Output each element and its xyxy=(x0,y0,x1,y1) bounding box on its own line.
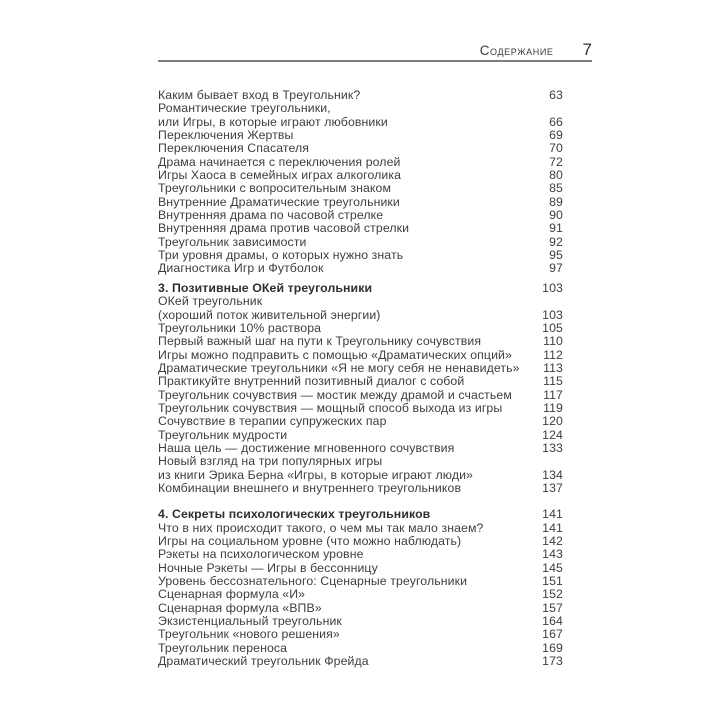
toc-entry xyxy=(158,295,592,308)
toc-entry xyxy=(158,602,592,615)
toc-entry xyxy=(158,442,592,455)
toc-entry-title: Каким бывает вход в Треугольник? xyxy=(158,89,361,102)
toc-entry xyxy=(158,389,592,402)
toc-entry-page: 142 xyxy=(542,534,563,548)
toc-entry xyxy=(158,182,592,195)
toc-entry-page: 92 xyxy=(549,234,563,249)
toc-entry-page: 173 xyxy=(542,654,563,669)
toc-heading-page: 141 xyxy=(542,507,563,522)
toc-entry xyxy=(158,482,592,495)
toc-entry-page: 119 xyxy=(543,400,563,415)
toc-entry-title: Три уровня драмы, о которых нужно знать xyxy=(158,249,404,263)
toc-entry-title: Экзистенциальный треугольник xyxy=(158,615,342,629)
toc-entry xyxy=(158,222,592,235)
toc-page xyxy=(158,42,592,668)
toc-entry-title: Драматический треугольник Фрейда xyxy=(158,655,369,669)
toc-entry-title: Внутренняя драма по часовой стрелке xyxy=(158,209,384,223)
toc-entry-page: 137 xyxy=(542,480,563,495)
folio-page-number: 7 xyxy=(582,40,592,59)
toc-entry-page: 143 xyxy=(542,547,563,562)
toc-entry-page: 103 xyxy=(542,307,563,322)
toc-entry-page: 169 xyxy=(542,640,563,655)
running-title: Содержание xyxy=(479,43,554,58)
toc-entry xyxy=(158,535,592,548)
toc-entry xyxy=(158,156,592,169)
toc-entry-title: Треугольник мудрости xyxy=(158,428,288,442)
toc-entry-page: 90 xyxy=(549,208,563,223)
toc-entry-title: Треугольник зависимости xyxy=(158,235,307,249)
toc-heading-title: 3. Позитивные ОКей треугольники xyxy=(158,281,373,295)
toc-entry xyxy=(158,402,592,415)
toc-entry-title: Треугольники с вопросительным знаком xyxy=(158,182,392,196)
toc-entry-title: Игры можно подправить с помощью «Драматических опций» xyxy=(158,348,512,362)
toc-entry xyxy=(158,116,592,129)
toc-entry xyxy=(158,322,592,335)
toc-entry-title: Ночные Рэкеты — Игры в бессонницу xyxy=(158,561,378,575)
toc-entry-page: 151 xyxy=(542,574,563,589)
toc-entry-page: 95 xyxy=(549,248,563,263)
toc-entry-title: Сценарная формула «ВПВ» xyxy=(158,601,322,615)
toc-entry-page: 110 xyxy=(543,334,563,349)
toc-entry-title: Переключения Спасателя xyxy=(158,142,310,156)
toc-entry-title: Треугольник сочувствия — мощный способ выхода из игры xyxy=(158,401,503,415)
running-head xyxy=(158,42,592,58)
toc-entry-title: Игры Хаоса в семейных играх алкоголика xyxy=(158,169,402,183)
toc-entry xyxy=(158,89,592,102)
toc-entry-page: 145 xyxy=(542,560,563,575)
toc-entry-page: 89 xyxy=(549,194,563,209)
toc-entry-page: 124 xyxy=(542,427,563,442)
toc-entry xyxy=(158,335,592,348)
toc-entry-page: 66 xyxy=(549,114,563,129)
toc-entry xyxy=(158,362,592,375)
toc-entry xyxy=(158,588,592,601)
toc-entry xyxy=(158,628,592,641)
toc-entry-page: 91 xyxy=(549,221,563,236)
toc-entry-title: Драматические треугольники «Я не могу себя не ненавидеть» xyxy=(158,361,520,375)
toc-heading-page: 103 xyxy=(542,280,563,295)
toc-entry xyxy=(158,249,592,262)
toc-entry-title: Переключения Жертвы xyxy=(158,129,294,143)
toc-entry-page: 80 xyxy=(549,168,563,183)
toc-entry-title: Треугольник переноса xyxy=(158,641,288,655)
toc-entry-page: 167 xyxy=(542,627,563,642)
toc-entry xyxy=(158,469,592,482)
toc-entry xyxy=(158,375,592,388)
toc-entry xyxy=(158,642,592,655)
toc-entry-title: Треугольник сочувствия — мостик между драмой и счастьем xyxy=(158,388,512,402)
toc-section-heading xyxy=(158,508,592,521)
toc-entry-title: Рэкеты на психологическом уровне xyxy=(158,548,364,562)
toc-entry-title: Комбинации внешнего и внутреннего треугольников xyxy=(158,481,462,495)
toc-entry-title: Треугольник «нового решения» xyxy=(158,628,340,642)
toc-entry-title: Треугольники 10% раствора xyxy=(158,321,322,335)
toc-entry-title: Романтические треугольники, xyxy=(158,102,331,116)
toc-entry-page: 72 xyxy=(549,154,563,169)
toc-entry-title: Драма начинается с переключения ролей xyxy=(158,155,401,169)
toc-entry-page: 164 xyxy=(542,614,563,629)
toc-entry-page: 105 xyxy=(542,320,563,335)
toc-entry xyxy=(158,262,592,275)
toc-entry-title: Новый взгляд на три популярных игры xyxy=(158,455,383,469)
toc-entry xyxy=(158,349,592,362)
toc-entry xyxy=(158,655,592,668)
toc-entry xyxy=(158,209,592,222)
toc-entry xyxy=(158,196,592,209)
toc-section xyxy=(158,508,592,668)
toc-entry xyxy=(158,169,592,182)
toc-entry-title: Внутренняя драма против часовой стрелки xyxy=(158,222,410,236)
toc-entry xyxy=(158,102,592,115)
toc-entry xyxy=(158,548,592,561)
toc-entry-page: 97 xyxy=(549,261,563,276)
toc-entry-title: Сочувствие в терапии супружеских пар xyxy=(158,415,387,429)
toc-section-heading xyxy=(158,282,592,295)
toc-entry-title: Уровень бессознательного: Сценарные треугольники xyxy=(158,575,468,589)
toc-entry-page: 120 xyxy=(542,414,563,429)
toc-entry-page: 63 xyxy=(549,88,563,102)
toc-entry xyxy=(158,562,592,575)
toc-entry-page: 70 xyxy=(549,141,563,156)
toc-entry-title: Практикуйте внутренний позитивный диалог с собой xyxy=(158,375,465,389)
toc-entry-page: 115 xyxy=(543,374,563,389)
toc-entry-title: Диагностика Игр и Футболок xyxy=(158,262,324,276)
toc-entry-title: Внутренние Драматические треугольники xyxy=(158,195,400,209)
toc-heading-title: 4. Секреты психологических треугольников xyxy=(158,508,431,522)
toc-entry-title: или Игры, в которые играют любовники xyxy=(158,115,388,129)
toc-entry-page: 85 xyxy=(549,181,563,196)
toc-entry-title: (хороший поток живительной энергии) xyxy=(158,308,381,322)
toc-entry-page: 152 xyxy=(542,587,563,602)
toc-entry xyxy=(158,142,592,155)
toc-entry-title: Наша цель — достижение мгновенного сочувствия xyxy=(158,441,455,455)
toc-entry xyxy=(158,522,592,535)
toc-entry xyxy=(158,129,592,142)
toc-list xyxy=(158,89,592,668)
toc-entry-title: Сценарная формула «И» xyxy=(158,588,306,602)
toc-entry xyxy=(158,575,592,588)
toc-entry-page: 112 xyxy=(543,347,563,362)
toc-entry xyxy=(158,615,592,628)
toc-entry-page: 133 xyxy=(542,440,563,455)
toc-entry xyxy=(158,429,592,442)
toc-entry-title: Первый важный шаг на пути к Треугольнику сочувствия xyxy=(158,335,482,349)
toc-entry-page: 157 xyxy=(542,600,563,615)
toc-entry-page: 134 xyxy=(542,467,563,482)
toc-entry-page: 69 xyxy=(549,128,563,143)
toc-entry-title: Игры на социальном уровне (что можно наблюдать) xyxy=(158,535,462,548)
toc-entry-title: Что в них происходит такого, о чем мы так мало знаем? xyxy=(158,521,484,535)
toc-entry xyxy=(158,415,592,428)
page-header xyxy=(158,42,592,62)
toc-entry-page: 117 xyxy=(543,387,563,402)
toc-section xyxy=(158,282,592,496)
toc-entry-title: ОКей треугольник xyxy=(158,295,263,309)
toc-entry xyxy=(158,455,592,468)
toc-entry xyxy=(158,309,592,322)
toc-section xyxy=(158,89,592,276)
toc-entry-page: 113 xyxy=(543,360,563,375)
header-rule xyxy=(158,60,592,62)
toc-entry-title: из книги Эрика Берна «Игры, в которые играют люди» xyxy=(158,468,473,482)
toc-entry-page: 141 xyxy=(542,520,563,535)
toc-entry xyxy=(158,236,592,249)
